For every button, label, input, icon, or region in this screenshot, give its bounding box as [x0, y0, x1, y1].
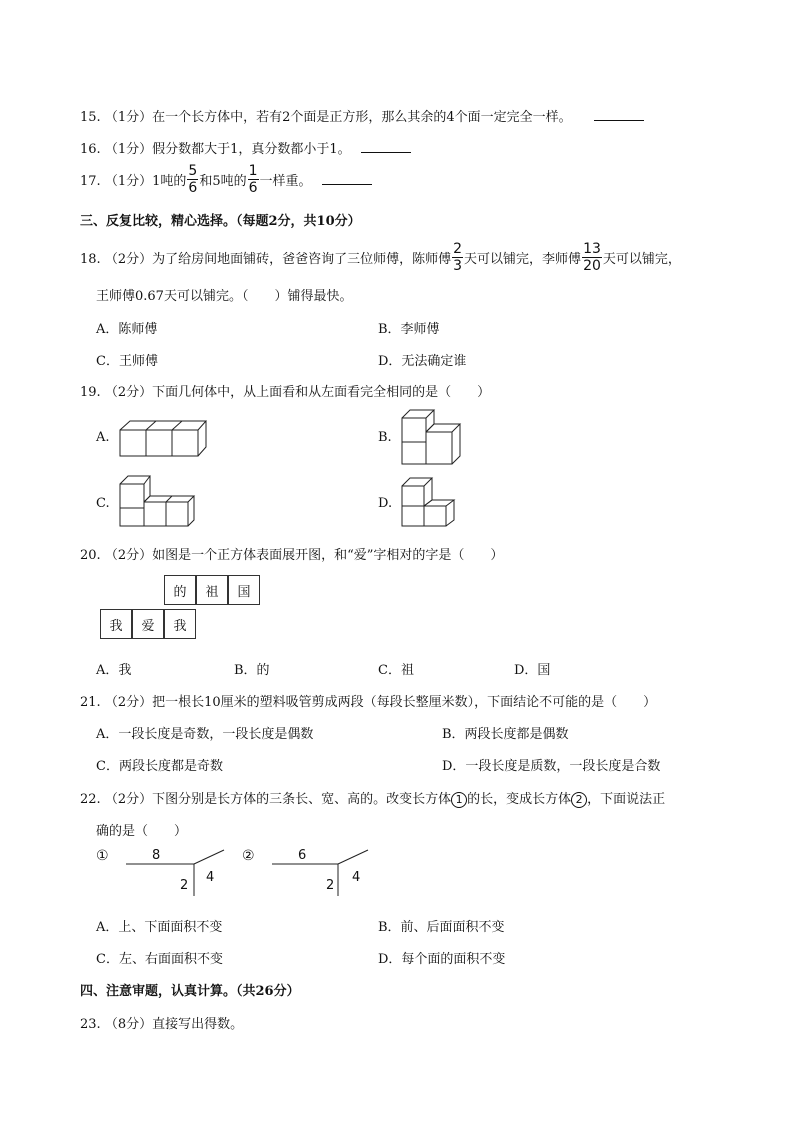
fraction-denominator: 20 — [583, 258, 601, 274]
question-number: 20. — [80, 548, 101, 563]
question-text: 的长，变成长方体 — [467, 792, 572, 807]
option-c[interactable]: C. — [96, 496, 110, 511]
answer-blank[interactable] — [322, 172, 372, 185]
option-b[interactable]: B．的 — [234, 663, 270, 678]
answer-blank[interactable] — [594, 108, 644, 121]
question-text-line2: 王师傅0.67天可以铺完。（ ）铺得最快。 — [96, 289, 353, 304]
question-score: （1分） — [104, 142, 153, 157]
length-label: 6 — [298, 848, 307, 863]
option-d[interactable]: D．国 — [514, 663, 551, 678]
option-a[interactable]: A. — [96, 430, 110, 445]
option-b[interactable]: B．李师傅 — [378, 322, 440, 337]
option-b[interactable]: B. — [378, 430, 392, 445]
option-c[interactable]: C．祖 — [378, 663, 414, 678]
height-label: 2 — [180, 878, 189, 893]
question-number: 21. — [80, 695, 101, 710]
question-text: ，下面说法正 — [587, 792, 666, 807]
question-15 — [80, 106, 644, 125]
option-d[interactable]: D．每个面的面积不变 — [378, 952, 506, 967]
cube-figure-a[interactable] — [118, 418, 208, 458]
question-21 — [80, 691, 656, 710]
option-c[interactable]: C．两段长度都是奇数 — [96, 759, 223, 774]
option-a[interactable]: A．陈师傅 — [96, 322, 158, 337]
width-label: 4 — [352, 870, 361, 885]
section-heading: 四、注意审题，认真计算。（共26分） — [80, 984, 300, 999]
question-text: 下图分别是长方体的三条长、宽、高的。改变长方体 — [152, 792, 452, 807]
option-a[interactable]: A．上、下面面积不变 — [96, 920, 223, 935]
question-text: 在一个长方体中，若有2个面是正方形，那么其余的4个面一定完全一样。 — [152, 110, 572, 125]
question-number: 19. — [80, 385, 101, 400]
net-cell: 爱 — [132, 609, 164, 639]
question-19 — [80, 381, 490, 400]
fraction-denominator: 6 — [248, 180, 258, 196]
option-a[interactable]: A．一段长度是奇数，一段长度是偶数 — [96, 727, 314, 742]
question-23 — [80, 1013, 243, 1032]
question-score: （1分） — [104, 174, 153, 189]
circled-number: 1 — [451, 792, 467, 808]
fraction-numerator: 2 — [453, 241, 463, 257]
question-number: 15. — [80, 110, 101, 125]
fraction-denominator: 6 — [188, 180, 198, 196]
question-text: 假分数都大于1，真分数都小于1。 — [152, 142, 351, 157]
circled-number: 2 — [571, 792, 587, 808]
question-text: 和5吨的 — [199, 174, 247, 189]
option-c[interactable]: C．左、右面面积不变 — [96, 952, 223, 967]
fraction-numerator: 1 — [248, 163, 258, 179]
option-b[interactable]: B．两段长度都是偶数 — [442, 727, 569, 742]
question-score: （2分） — [104, 695, 153, 710]
question-text: 下面几何体中，从上面看和从左面看完全相同的是（ ） — [152, 385, 491, 400]
cube-figure-d[interactable] — [400, 474, 460, 530]
question-number: 16. — [80, 142, 101, 157]
section-heading: 三、反复比较，精心选择。（每题2分，共10分） — [80, 214, 361, 229]
question-score: （8分） — [104, 1017, 153, 1032]
height-label: 2 — [326, 878, 335, 893]
option-d[interactable]: D. — [378, 496, 393, 511]
net-cell: 我 — [164, 609, 196, 639]
question-17 — [80, 163, 372, 197]
net-cell: 的 — [164, 575, 196, 605]
question-score: （1分） — [104, 110, 153, 125]
figure-label: ② — [242, 848, 255, 864]
fraction — [582, 242, 602, 273]
question-text: 把一根长10厘米的塑料吸管剪成两段（每段长整厘米数），下面结论不可能的是（ ） — [152, 695, 657, 710]
question-score: （2分） — [104, 385, 153, 400]
question-text: 天可以铺完， — [602, 252, 681, 267]
net-cell: 我 — [100, 609, 132, 639]
question-number: 22. — [80, 792, 101, 807]
length-label: 8 — [152, 848, 161, 863]
question-16 — [80, 138, 411, 157]
question-score: （2分） — [104, 548, 153, 563]
fraction — [248, 164, 259, 195]
fraction-denominator: 3 — [453, 258, 463, 274]
option-d[interactable]: D．一段长度是质数，一段长度是合数 — [442, 759, 661, 774]
fraction — [187, 164, 198, 195]
net-cell: 国 — [228, 575, 260, 605]
question-text: 直接写出得数。 — [152, 1017, 244, 1032]
fraction — [452, 242, 463, 273]
cube-figure-c[interactable] — [118, 474, 198, 530]
question-number: 17. — [80, 174, 101, 189]
question-text: 1吨的 — [152, 174, 187, 189]
question-text-line2: 确的是（ ） — [96, 824, 188, 839]
answer-blank[interactable] — [361, 140, 411, 153]
question-score: （2分） — [104, 792, 153, 807]
question-22 — [80, 788, 665, 808]
option-a[interactable]: A．我 — [96, 663, 132, 678]
fraction-numerator: 5 — [188, 163, 198, 179]
question-20 — [80, 544, 503, 563]
net-cell: 祖 — [196, 575, 228, 605]
fraction-numerator: 13 — [583, 241, 601, 257]
question-number: 18. — [80, 252, 101, 267]
cube-figure-b[interactable] — [400, 406, 470, 466]
width-label: 4 — [206, 870, 215, 885]
figure-label: ① — [96, 848, 109, 864]
option-c[interactable]: C．王师傅 — [96, 354, 158, 369]
option-d[interactable]: D．无法确定谁 — [378, 354, 467, 369]
question-score: （2分） — [104, 252, 153, 267]
question-text: 天可以铺完，李师傅 — [464, 252, 582, 267]
option-b[interactable]: B．前、后面面积不变 — [378, 920, 505, 935]
question-text: 为了给房间地面铺砖，爸爸咨询了三位师傅，陈师傅 — [152, 252, 452, 267]
question-18 — [80, 241, 681, 275]
question-text: 如图是一个正方体表面展开图，和“爱”字相对的字是（ ） — [152, 548, 504, 563]
question-text: 一样重。 — [259, 174, 312, 189]
question-number: 23. — [80, 1017, 101, 1032]
